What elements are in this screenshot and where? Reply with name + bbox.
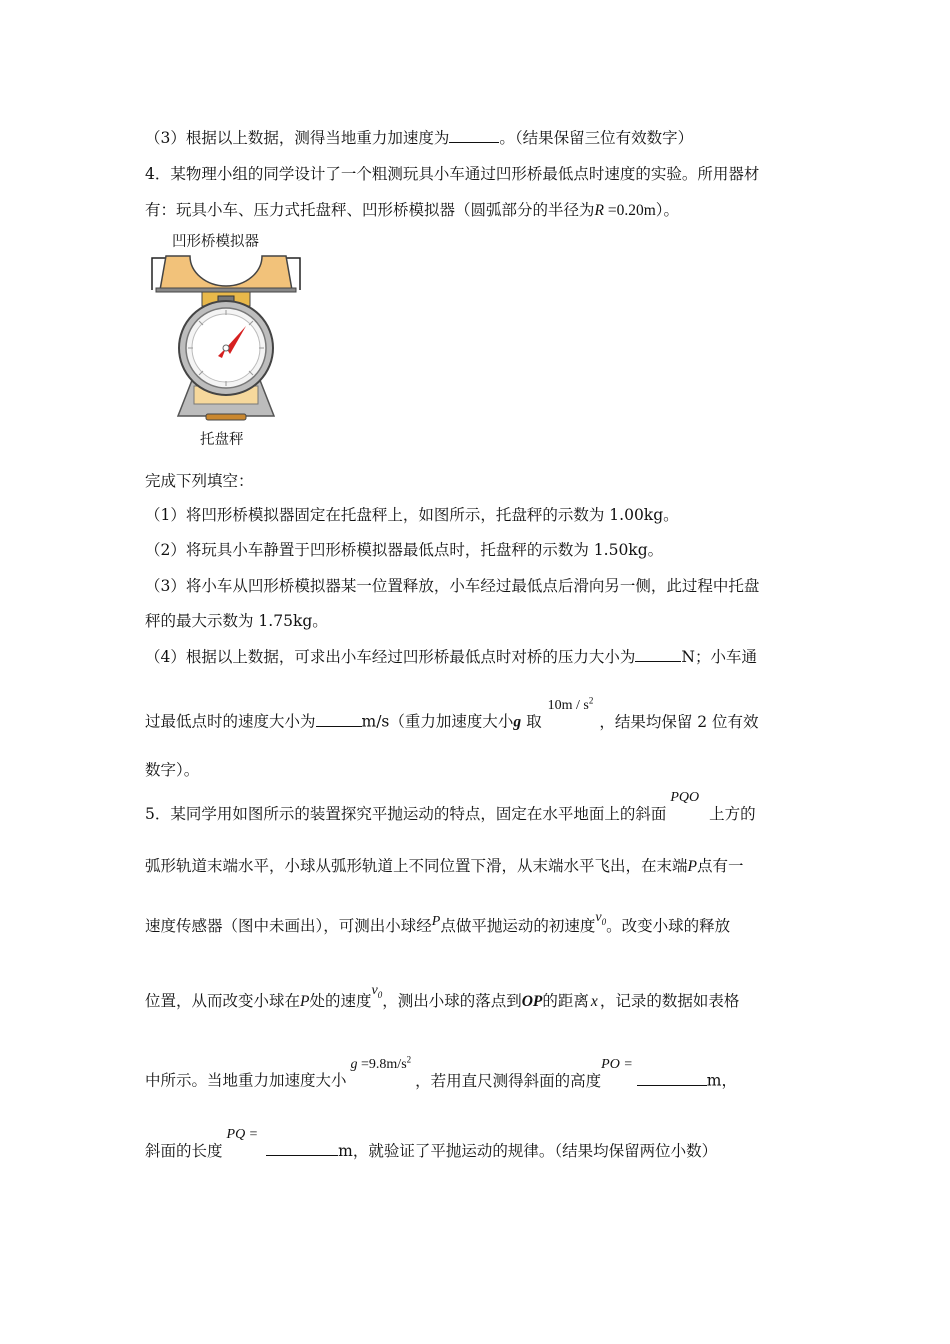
g-exp-q5: 2 [406,1054,412,1064]
v0-v-2: v [371,983,378,998]
q4-step3-line1: （3）将小车从凹形桥模拟器某一位置释放，小车经过最低点后滑向另一侧，此过程中托盘 [145,577,760,595]
g-symbol-q5: g [350,1056,358,1072]
q4-step4-unit: N；小车通 [681,648,757,666]
g-value-q5: =9.8m/s [357,1056,407,1072]
q5-line5 [145,1054,737,1093]
q5-text1: 5．某同学用如图所示的装置探究平抛运动的特点，固定在水平地面上的斜面 [145,805,667,823]
gravity-value [547,695,594,713]
q5-text4c: ，测出小球的落点到 [382,992,522,1010]
answer-blank-PQ[interactable] [266,1141,338,1156]
gravity-value-q5 [350,1054,412,1072]
q4-step4-text: （4）根据以上数据，可求出小车经过凹形桥最低点时对桥的压力大小为 [145,648,636,666]
q5-text4d: 的距离 [542,992,589,1010]
q4-intro-end: ）。 [655,201,680,219]
q5-text6: 斜面的长度 [145,1142,223,1160]
q5-line2 [145,856,744,877]
q5-text3b: 点做平抛运动的初速度 [440,917,596,935]
q4-step4-line1 [145,647,757,667]
v0-v: v [595,910,602,925]
q5-line3 [145,910,731,942]
q5-text4b: 处的速度 [309,992,372,1010]
bridge-scale-figure [150,230,310,450]
q5-text5b: ，若用直尺测得斜面的高度 [415,1071,602,1090]
q5-text5: 中所示。当地重力加速度大小 [145,1071,347,1090]
gravity-value-text: 10m / s [547,697,589,713]
q4-intro-text: 有：玩具小车、压力式托盘秤、凹形桥模拟器（圆弧部分的半径为 [145,201,595,219]
q4-step4-line2 [145,695,759,734]
q5-text4e: ，记录的数据如表格 [599,992,740,1010]
q5-text2b: 点有一 [696,857,744,875]
answer-blank-PO[interactable] [637,1071,707,1086]
q5-line1 [145,790,756,826]
length-PQ: PQ = [226,1127,259,1142]
answer-blank-force[interactable] [635,647,681,662]
q4-intro-line2 [145,200,679,221]
answer-blank[interactable] [449,128,499,143]
v0-sub-2: 0 [377,989,383,1000]
q5-text4: 位置，从而改变小球在 [145,992,301,1010]
q5-text6b: m，就验证了平抛运动的规律。（结果均保留两位小数） [338,1142,718,1160]
q5-unit-PO: m， [706,1071,737,1090]
bridge-scale-drawing [150,230,310,450]
q3-prev-text: （3）根据以上数据，测得当地重力加速度为 [145,129,450,147]
v0-sub: 0 [601,916,607,927]
q5-text3: 速度传感器（图中未画出），可测出小球经 [145,917,432,935]
q5-text1b: 上方的 [709,805,756,823]
tray-scale-label: 托盘秤 [200,432,244,448]
q4-step4-text2: 过最低点时的速度大小为 [145,712,316,731]
q5-text2: 弧形轨道末端水平，小球从弧形轨道上不同位置下滑，从末端水平飞出，在末端 [145,857,688,875]
point-P-3: P [300,993,310,1010]
q4-step2: （2）将玩具小车静置于凹形桥模拟器最低点时，托盘秤的示数为 1.50kg。 [145,541,664,559]
bridge-simulator-label: 凹形桥模拟器 [172,234,259,250]
v0-symbol [595,910,606,925]
q5-text3c: 。改变小球的释放 [606,917,731,935]
radius-value: =0.20m [603,202,656,219]
q5-line4 [145,983,740,1017]
q5-line6 [145,1127,718,1163]
q4-step4-unit2: m/s（重力加速度大小 [361,712,514,731]
q4-step3-line2: 秤的最大示数为 1.75kg。 [145,612,328,630]
q4-step1: （1）将凹形桥模拟器固定在托盘秤上，如图所示，托盘秤的示数为 1.00kg。 [145,506,679,524]
q3-prev-note: 。（结果保留三位有效数字） [499,129,694,147]
q4-intro-line1: 4．某物理小组的同学设计了一个粗测玩具小车通过凹形桥最低点时速度的实验。所用器材 [145,165,760,183]
segment-OP: OP [521,993,543,1010]
slope-PQO: PQO [670,790,700,805]
radius-symbol: R [594,202,604,219]
q3-prev-line [145,128,693,148]
point-P-2: P [431,914,441,929]
height-PO: PO = [601,1056,633,1072]
fill-prompt: 完成下列填空： [145,472,254,490]
v0-symbol-2 [372,983,383,998]
answer-blank-speed[interactable] [316,712,362,727]
q4-step4-note: ，结果均保留 2 位有效 [599,712,759,731]
q4-step4-take: 取 [521,712,542,731]
gravity-symbol: g [513,713,522,731]
distance-x: x [590,993,598,1010]
gravity-exponent: 2 [588,695,594,705]
point-P: P [687,858,697,875]
q4-step4-line3: 数字）。 [145,761,200,779]
